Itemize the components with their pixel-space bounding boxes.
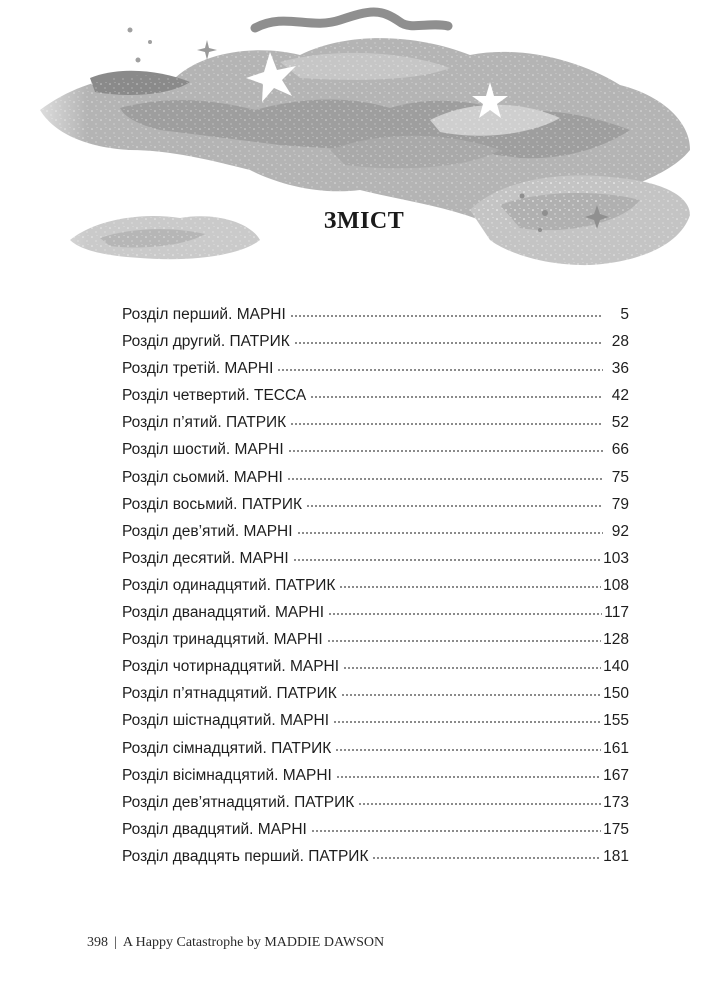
toc-entry-title: Розділ четвертий. ТЕССА (122, 387, 307, 405)
toc-entry-title: Розділ дев’ятнадцятий. ПАТРИК (122, 793, 355, 811)
toc-entry-title: Розділ одинадцятий. ПАТРИК (122, 576, 336, 594)
toc-entry-title: Розділ шістнадцятий. МАРНІ (122, 712, 330, 730)
header-illustration (0, 0, 728, 290)
toc-entry-title: Розділ сьомий. МАРНІ (122, 468, 283, 486)
dot-leader (335, 748, 601, 752)
toc-entry-page: 79 (611, 495, 629, 513)
toc-entry-title: Розділ сімнадцятий. ПАТРИК (122, 739, 332, 757)
toc-entry-page: 161 (603, 739, 629, 757)
dot-leader (306, 504, 603, 508)
toc-entry-title: Розділ восьмий. ПАТРИК (122, 495, 303, 513)
toc-entry[interactable] (122, 387, 629, 414)
toc-entry-page: 92 (611, 522, 629, 540)
toc-entry-page: 150 (603, 685, 629, 703)
dot-leader (311, 829, 601, 833)
toc-entry-title: Розділ дванадцятий. МАРНІ (122, 604, 325, 622)
toc-entry-title: Розділ дев’ятий. МАРНІ (122, 522, 293, 540)
toc-entry-title: Розділ другий. ПАТРИК (122, 333, 290, 351)
toc-entry[interactable] (122, 333, 629, 360)
running-footer (87, 935, 384, 951)
dot-leader (328, 612, 602, 616)
toc-entry[interactable] (122, 577, 629, 604)
toc-entry-title: Розділ п’ятнадцятий. ПАТРИК (122, 685, 337, 703)
dot-leader (290, 314, 603, 318)
toc-entry[interactable] (122, 306, 629, 333)
footer-book-title: A Happy Catastrophe (122, 935, 244, 950)
dot-leader (287, 477, 603, 481)
table-of-contents (122, 306, 629, 875)
toc-entry-page: 108 (603, 576, 629, 594)
toc-entry-page: 175 (603, 820, 629, 838)
footer-separator: | (114, 935, 117, 950)
dot-leader (290, 422, 603, 426)
toc-entry[interactable] (122, 523, 629, 550)
dot-leader (339, 585, 601, 589)
toc-entry[interactable] (122, 767, 629, 794)
toc-entry-page: 75 (611, 468, 629, 486)
toc-entry[interactable] (122, 631, 629, 658)
toc-entry-page: 36 (611, 360, 629, 378)
dot-leader (372, 856, 601, 860)
dot-leader (336, 775, 601, 779)
dot-leader (277, 368, 603, 372)
toc-entry[interactable] (122, 794, 629, 821)
footer-author: MADDIE DAWSON (264, 935, 385, 950)
dot-leader (288, 449, 603, 453)
dot-leader (293, 558, 601, 562)
toc-entry-title: Розділ п’ятий. ПАТРИК (122, 414, 287, 432)
toc-entry-page: 128 (603, 631, 629, 649)
toc-entry-title: Розділ чотирнадцятий. МАРНІ (122, 658, 340, 676)
toc-entry-page: 167 (603, 766, 629, 784)
toc-entry[interactable] (122, 685, 629, 712)
toc-entry[interactable] (122, 740, 629, 767)
dot-leader (310, 395, 603, 399)
toc-entry[interactable] (122, 414, 629, 441)
footer-by: by (246, 935, 261, 950)
toc-entry[interactable] (122, 712, 629, 739)
dot-leader (341, 693, 601, 697)
dot-leader (333, 720, 601, 724)
dot-leader (327, 639, 601, 643)
toc-entry-title: Розділ третій. МАРНІ (122, 360, 274, 378)
toc-entry-title: Розділ десятий. МАРНІ (122, 549, 289, 567)
dot-leader (358, 802, 601, 806)
toc-entry-title: Розділ вісімнадцятий. МАРНІ (122, 766, 332, 784)
toc-entry-title: Розділ двадцять перший. ПАТРИК (122, 847, 369, 865)
toc-entry-page: 52 (611, 414, 629, 432)
toc-entry[interactable] (122, 496, 629, 523)
toc-entry-title: Розділ двадцятий. МАРНІ (122, 820, 307, 838)
toc-entry-page: 181 (603, 847, 629, 865)
toc-entry-title: Розділ тринадцятий. МАРНІ (122, 631, 323, 649)
toc-entry[interactable] (122, 360, 629, 387)
toc-entry[interactable] (122, 550, 629, 577)
toc-entry-page: 28 (611, 333, 629, 351)
page-title: ЗМІСТ (323, 208, 405, 234)
dot-leader (294, 341, 603, 345)
toc-entry-title: Розділ шостий. МАРНІ (122, 441, 284, 459)
toc-entry-page: 5 (620, 306, 629, 323)
toc-entry[interactable] (122, 821, 629, 848)
dot-leader (343, 666, 601, 670)
toc-entry-page: 103 (603, 549, 629, 567)
toc-entry-page: 117 (604, 604, 629, 622)
toc-entry-page: 155 (603, 712, 629, 730)
dot-leader (297, 531, 603, 535)
toc-entry[interactable] (122, 604, 629, 631)
toc-entry-title: Розділ перший. МАРНІ (122, 306, 286, 323)
toc-entry[interactable] (122, 848, 629, 875)
toc-entry-page: 173 (603, 793, 629, 811)
toc-entry-page: 140 (603, 658, 629, 676)
toc-entry[interactable] (122, 658, 629, 685)
toc-entry-page: 42 (611, 387, 629, 405)
footer-page-number: 398 (87, 935, 108, 950)
toc-entry[interactable] (122, 469, 629, 496)
toc-entry[interactable] (122, 441, 629, 468)
toc-entry-page: 66 (611, 441, 629, 459)
